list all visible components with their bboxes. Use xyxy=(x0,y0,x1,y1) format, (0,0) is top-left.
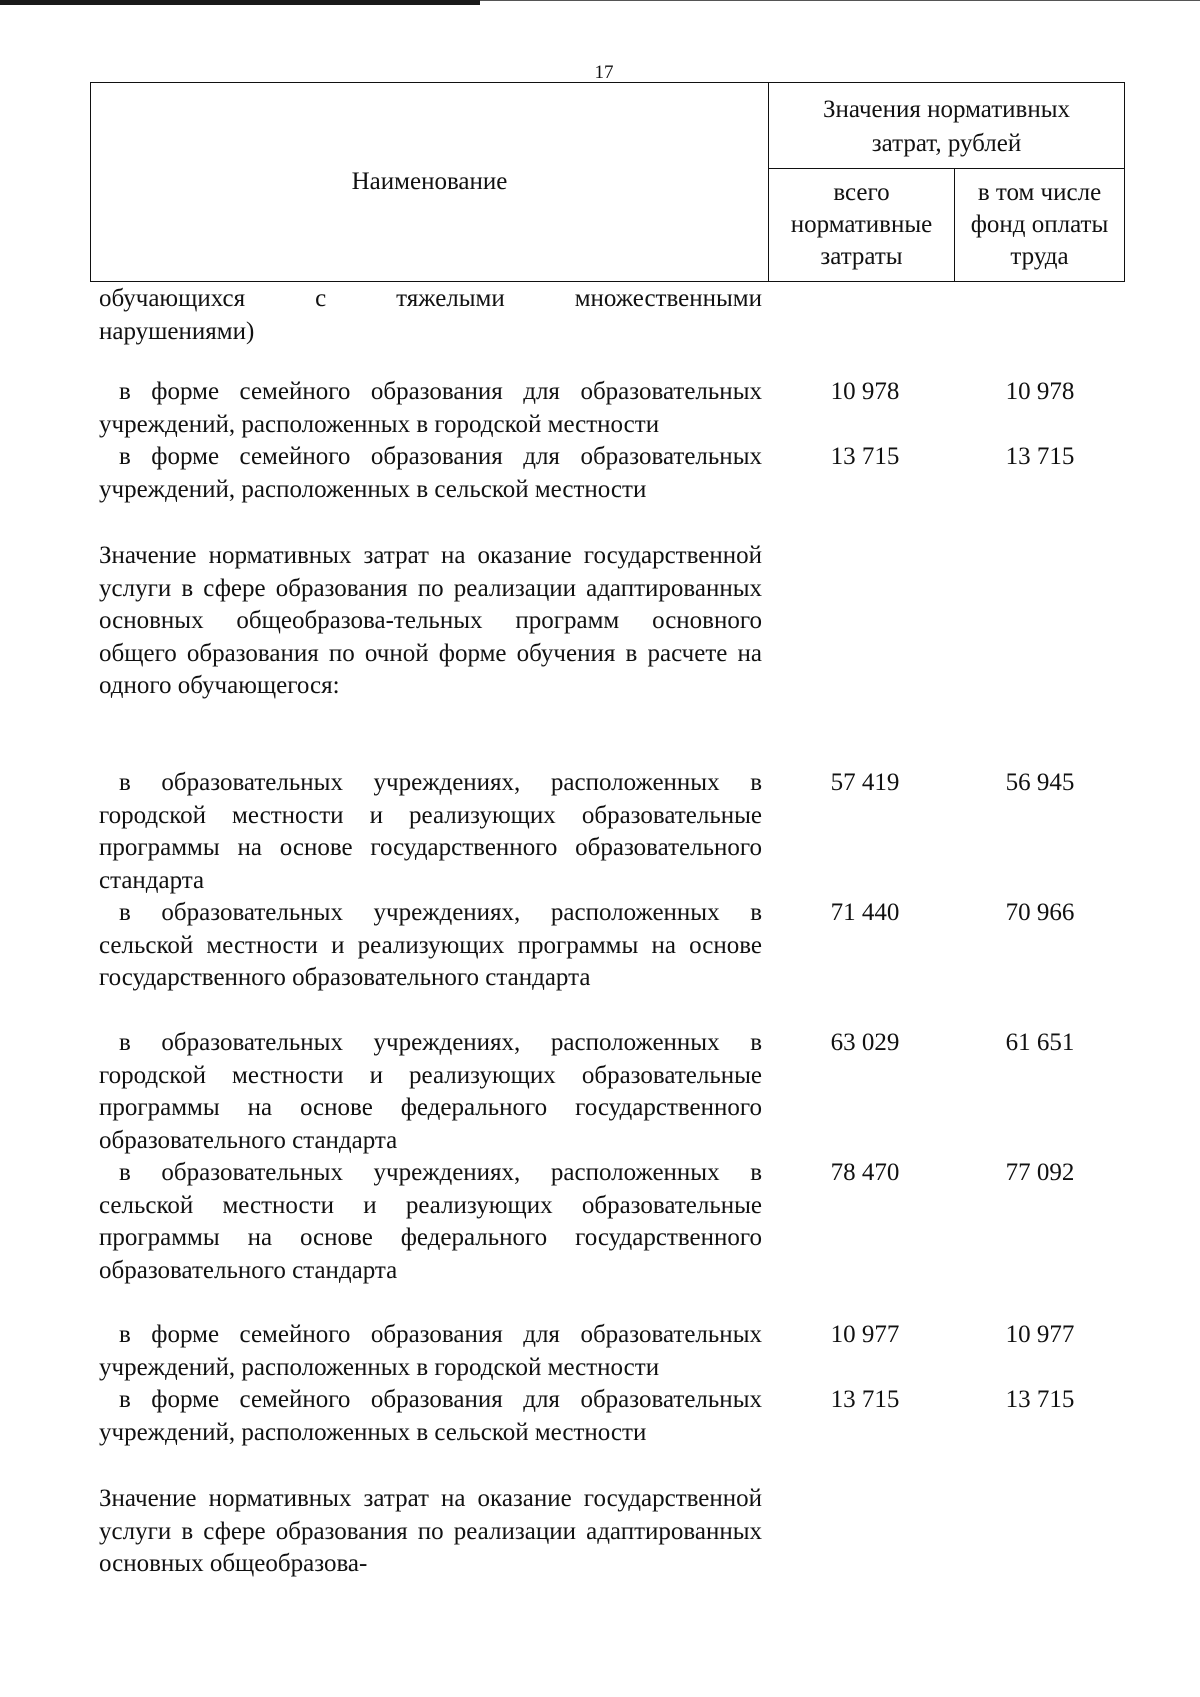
header-group-title: Значения нормативных затрат, рублей xyxy=(769,83,1124,169)
row-text: в форме семейного образования для образовательных учреждений, расположенных в сельской местности xyxy=(99,443,762,503)
row-payroll-value: 70 966 xyxy=(1005,899,1075,926)
row-text: в образовательных учреждениях, расположенных в городской местности и реализующих образовательные программы на основе государственного образовательного стандарта xyxy=(99,769,762,894)
row-payroll-value: 10 977 xyxy=(1005,1321,1075,1348)
section-heading-text: Значение нормативных затрат на оказание государственной услуги в сфере образования по реализации адаптированных основных общеобразова-тельных программ основного общего образования по очной форме обучения в расчете на одного обучающегося: xyxy=(99,542,762,700)
row-text: в образовательных учреждениях, расположенных в городской местности и реализующих образовательные программы на основе федерального государственного образовательного стандарта xyxy=(99,1029,762,1154)
page-number xyxy=(0,62,1200,84)
header-name-label: Наименование xyxy=(351,168,508,195)
row-text: в форме семейного образования для образовательных учреждений, расположенных в сельской местности xyxy=(99,1386,762,1446)
row-text: в форме семейного образования для образовательных учреждений, расположенных в городской местности xyxy=(99,378,762,438)
row-total-value: 13 715 xyxy=(830,1386,900,1413)
row-payroll-value: 61 651 xyxy=(1005,1029,1075,1056)
header-payroll-column: в том числе фонд оплаты труда xyxy=(970,179,1109,270)
row-text: в образовательных учреждениях, расположенных в сельской местности и реализующих программы на основе государственного образовательного стандарта xyxy=(99,899,762,992)
row-text: в образовательных учреждениях, расположенных в сельской местности и реализующих образовательные программы на основе федерального государственного образовательного стандарта xyxy=(99,1159,762,1284)
row-total-value: 10 978 xyxy=(830,378,900,405)
row-total-value: 13 715 xyxy=(830,443,900,470)
scan-edge-line xyxy=(480,0,1200,1)
row-payroll-value: 13 715 xyxy=(1005,443,1075,470)
scan-edge-mark xyxy=(0,0,480,5)
section-heading-text: Значение нормативных затрат на оказание государственной услуги в сфере образования по реализации адаптированных основных общеобразова- xyxy=(99,1485,762,1578)
row-payroll-value: 10 978 xyxy=(1005,378,1075,405)
header-name-column xyxy=(91,83,769,281)
row-total-value: 10 977 xyxy=(830,1321,900,1348)
header-total-column: всего нормативные затраты xyxy=(769,169,955,281)
row-total-value: 78 470 xyxy=(830,1159,900,1186)
row-text-line: обучающихся с тяжелыми множественными xyxy=(99,285,762,312)
row-payroll-value: 13 715 xyxy=(1005,1386,1075,1413)
row-payroll-value: 56 945 xyxy=(1005,769,1075,796)
row-total-value: 71 440 xyxy=(830,899,900,926)
table-header xyxy=(90,82,1125,282)
row-payroll-value: 77 092 xyxy=(1005,1159,1075,1186)
row-total-value: 63 029 xyxy=(830,1029,900,1056)
page-number-text: 17 xyxy=(594,62,614,83)
row-text-line: нарушениями) xyxy=(99,317,255,345)
row-text: в форме семейного образования для образовательных учреждений, расположенных в городской местности xyxy=(99,1321,762,1381)
row-total-value: 57 419 xyxy=(830,769,900,796)
